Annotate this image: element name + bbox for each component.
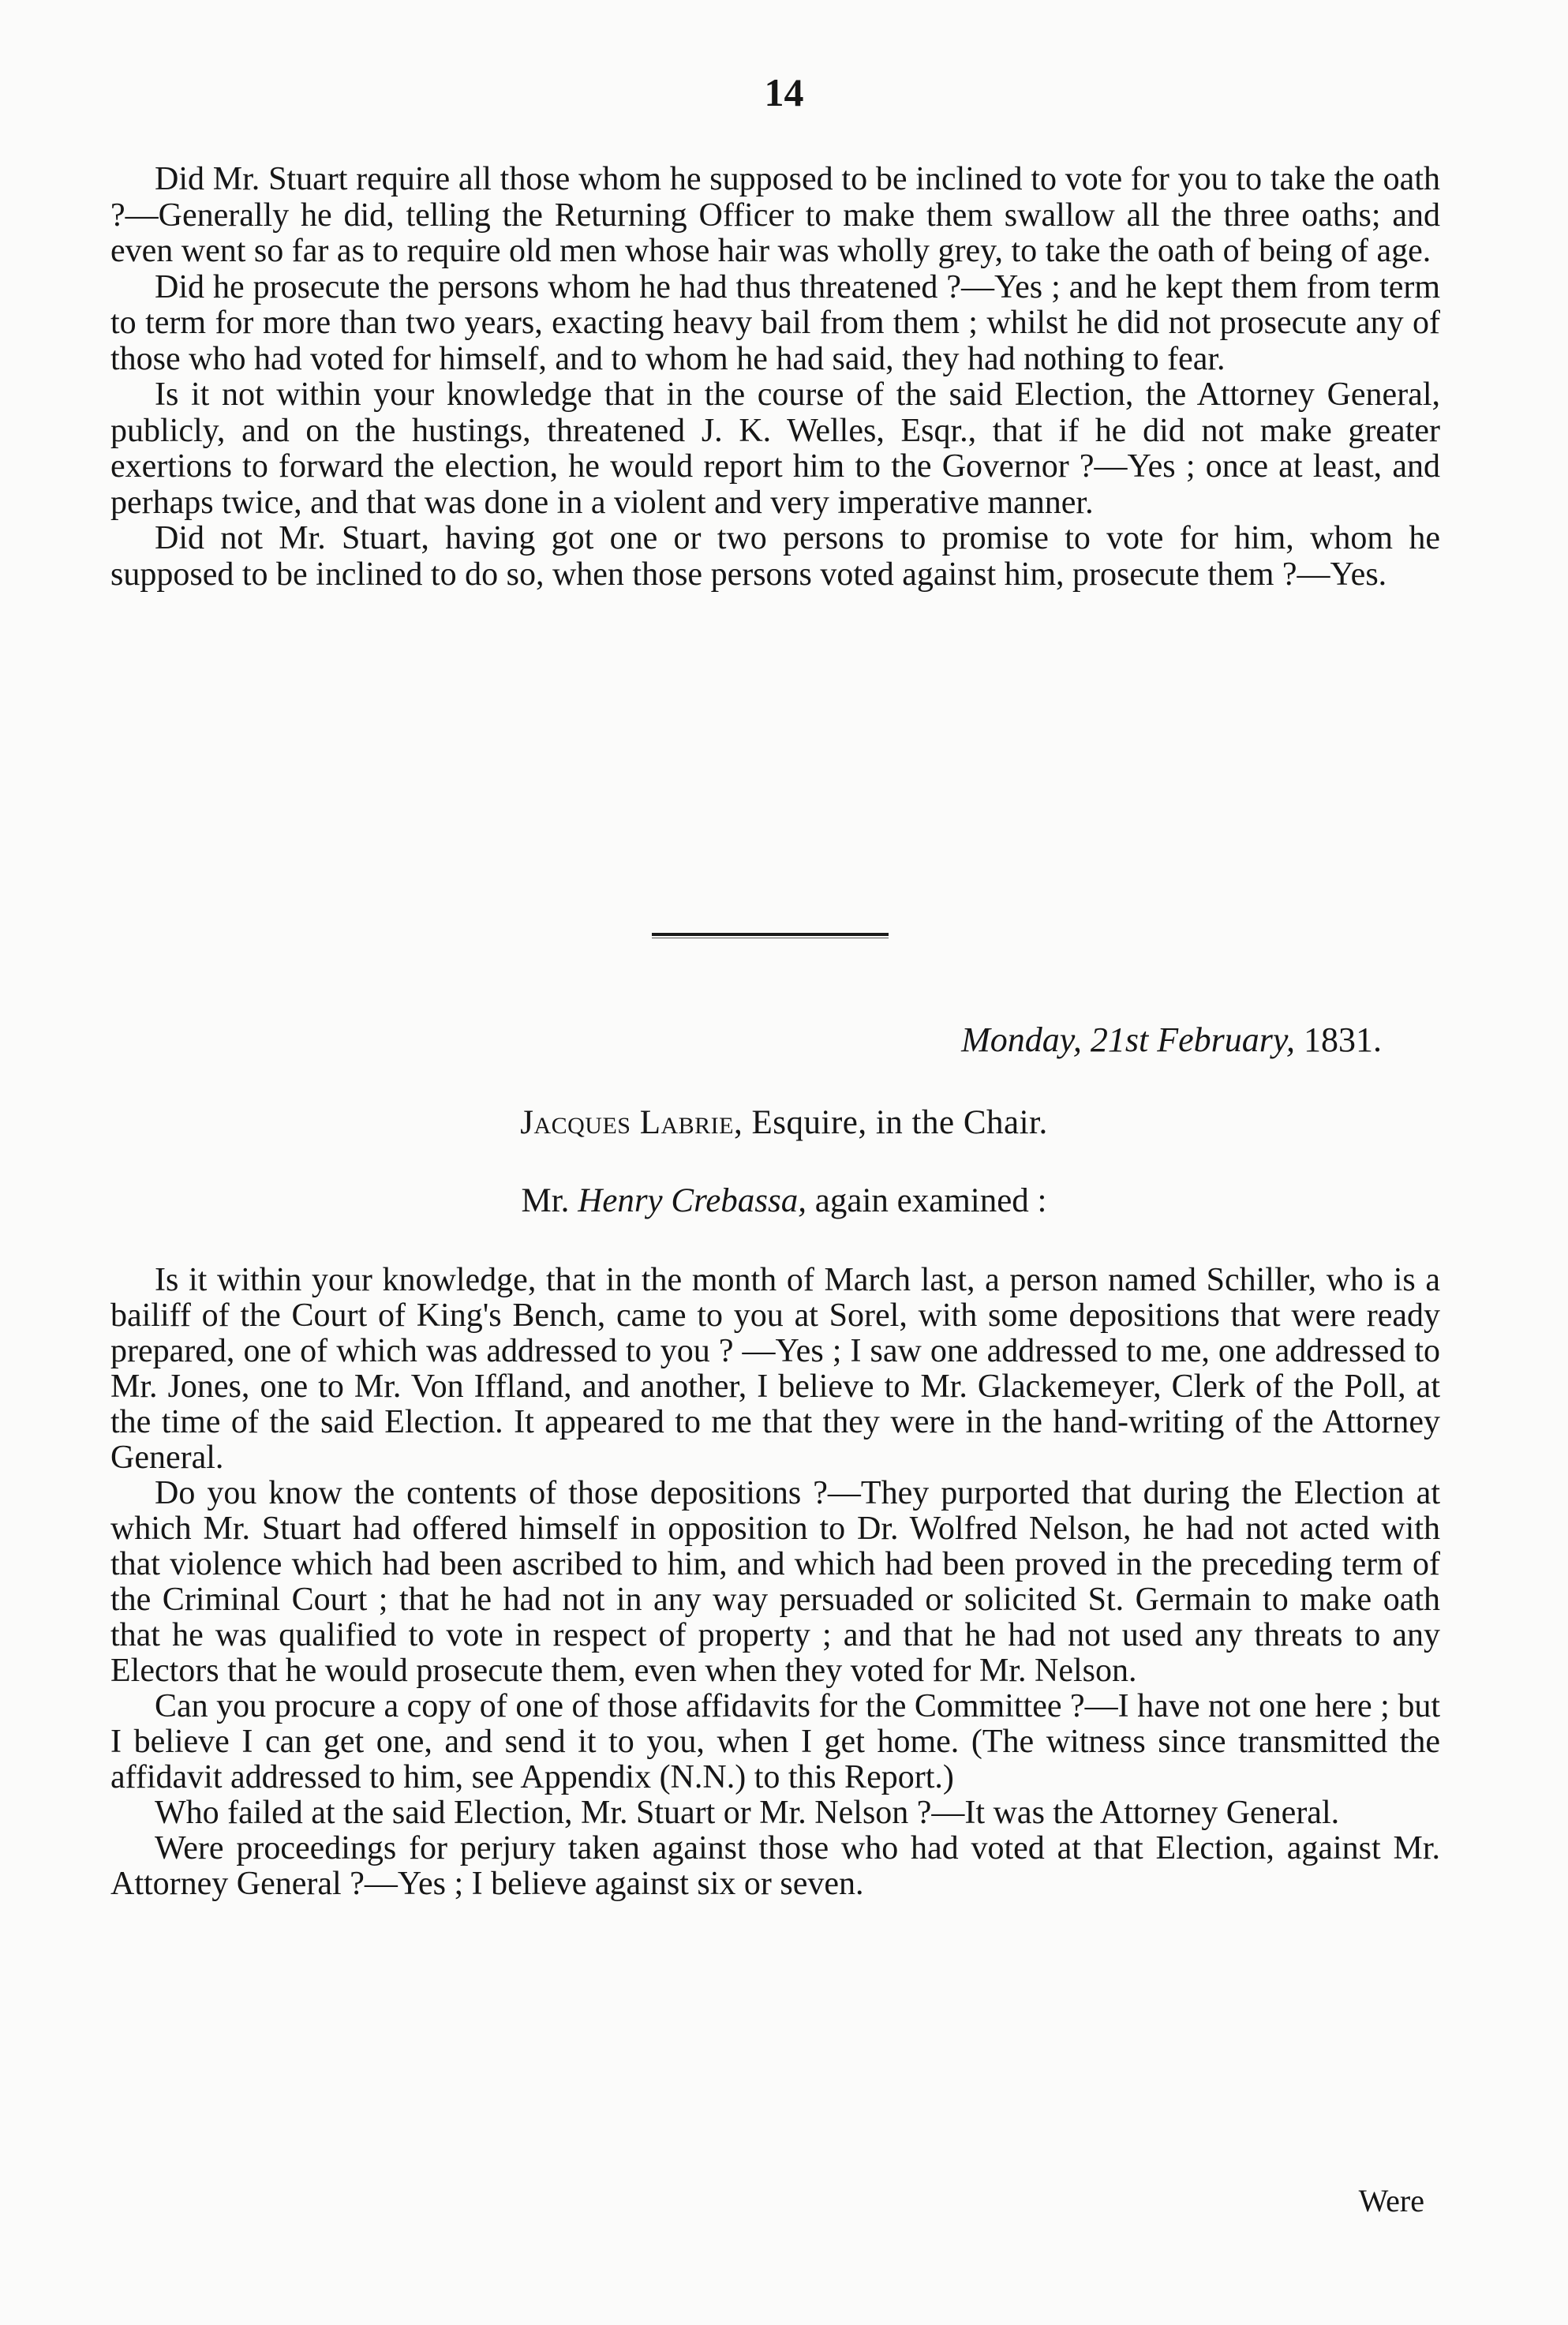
witness-heading: [0, 1181, 1568, 1220]
testimony-paragraph: Is it within your knowledge, that in the month of March last, a person named Schiller, who is a bailiff of the Court of King's Bench, came to you at Sorel, with some depositions that were ready prepared, one of which was addressed to you ? —Yes ; I saw one addressed to me, one addressed to Mr. Jones, one to Mr. Von Iffland, and another, I believe to Mr. Glackemeyer, Clerk of the Poll, at the time of the said Election. It appeared to me that they were in the hand-writing of the Attorney General.: [110, 1262, 1440, 1476]
page-number: 14: [764, 70, 804, 114]
date-date: 21st February,: [1090, 1020, 1295, 1059]
testimony-paragraph: Is it not within your knowledge that in the course of the said Election, the Attorney General, publicly, and on the hustings, threatened J. K. Welles, Esqr., that if he did not make greater exertions to forward the election, he would report him to the Governor ?—Yes ; once at least, and perhaps twice, and that was done in a violent and very imperative manner.: [110, 376, 1440, 521]
testimony-paragraph: Were proceedings for perjury taken against those who had voted at that Election, against Mr. Attorney General ?—Yes ; I believe against six or seven.: [110, 1830, 1440, 1902]
catchword: Were: [1358, 2183, 1424, 2218]
chair-rest: Esquire, in the Chair.: [751, 1104, 1048, 1141]
testimony-paragraph: Do you know the contents of those depositions ?—They purported that during the Election at which Mr. Stuart had offered himself in opposition to Dr. Wolfred Nelson, he had not acted with that violence which had been ascribed to him, and which had been proved in the preceding term of the Criminal Court ; that he had not in any way persuaded or solicited St. Germain to make oath that he was qualified to vote in respect of property ; and that he had not used any threats to any Electors that he would prosecute them, even when they voted for Mr. Nelson.: [110, 1475, 1440, 1689]
testimony-section-1: [110, 162, 1440, 593]
chair-name: Jacques Labrie,: [520, 1104, 743, 1141]
testimony-paragraph: Can you procure a copy of one of those affidavits for the Committee ?—I have not one here ; but I believe I can get one, and send it to you, when I get home. (The witness since transmitted the affidavit addressed to him, see Appendix (N.N.) to this Report.): [110, 1688, 1440, 1795]
testimony-paragraph: Who failed at the said Election, Mr. Stuart or Mr. Nelson ?—It was the Attorney General.: [155, 1795, 1340, 1831]
date-day: Monday,: [961, 1020, 1082, 1059]
witness-prefix: Mr.: [521, 1182, 570, 1219]
witness-rest: again examined :: [814, 1182, 1047, 1219]
testimony-paragraph: Did Mr. Stuart require all those whom he supposed to be inclined to vote for you to take the oath ?—Generally he did, telling the Returning Officer to make them swallow all the three oaths; and even went so far as to require old men whose hair was wholly grey, to take the oath of being of age.: [110, 161, 1440, 269]
testimony-paragraph: Did not Mr. Stuart, having got one or two persons to promise to vote for him, whom he supposed to be inclined to do so, when those persons voted against him, prosecute them ?—Yes.: [110, 520, 1440, 593]
testimony-section-2: [110, 1263, 1440, 1902]
chair-line: [0, 1103, 1568, 1142]
testimony-paragraph: Did he prosecute the persons whom he had thus threatened ?—Yes ; and he kept them from term to term for more than two years, exacting heavy bail from them ; whilst he did not prosecute any of those who had voted for himself, and to whom he had said, they had nothing to fear.: [110, 268, 1440, 377]
witness-name: Henry Crebassa,: [578, 1182, 807, 1219]
section-divider-rule: [652, 933, 889, 936]
date-year: 1831.: [1304, 1020, 1382, 1059]
date-heading: [961, 1020, 1382, 1060]
